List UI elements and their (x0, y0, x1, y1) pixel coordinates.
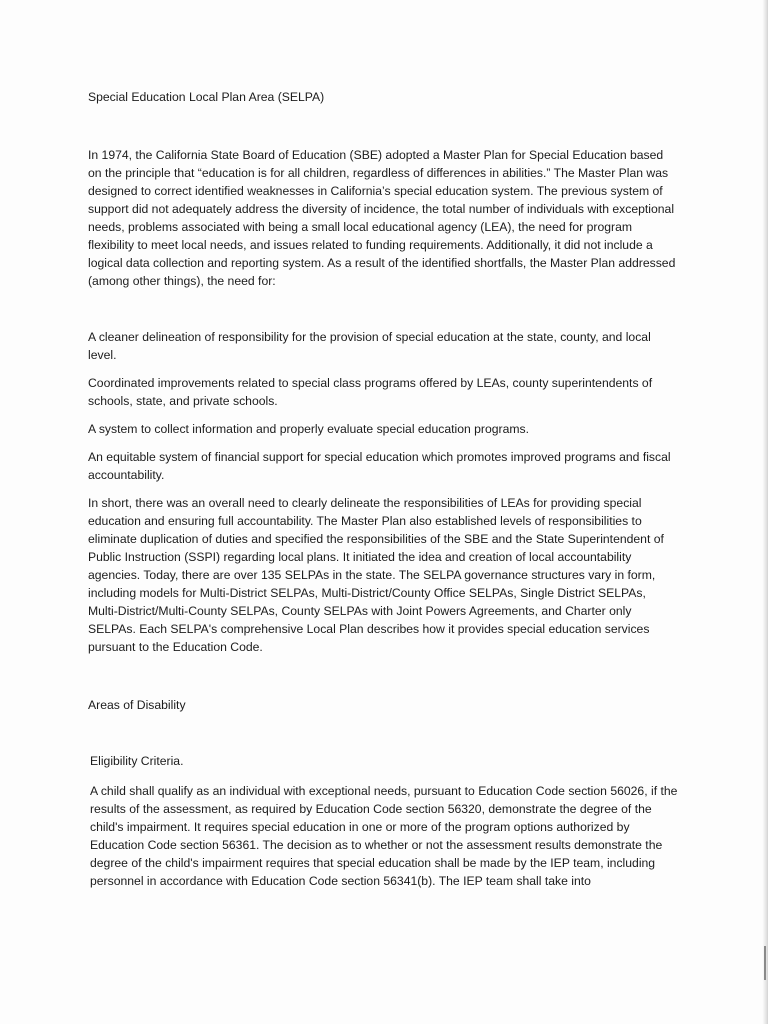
need-item: Coordinated improvements related to special class programs offered by LEAs, county superintendents of schools, state, and private schools. (88, 376, 653, 408)
document-title: Special Education Local Plan Area (SELPA) (88, 90, 325, 104)
need-item: A system to collect information and properly evaluate special education programs. (88, 422, 530, 436)
need-item: A cleaner delineation of responsibility for the provision of special education at the state, county, and local level. (88, 330, 651, 362)
intro-paragraph: In 1974, the California State Board of Education (SBE) adopted a Master Plan for Special Education based on the principle that “education is for all children, regardless of differences in abilities.” The Master Plan was designed to correct identified weaknesses in California’s special education system. The previous system of support did not adequately address the diversity of incidence, the total number of individuals with exceptional needs, problems associated with being a small local educational agency (LEA), the need for program flexibility to meet local needs, and issues related to funding requirements. Additionally, it did not include a logical data collection and reporting system. As a result of the identified shortfalls, the Master Plan addressed (among other things), the need for: (88, 148, 676, 288)
subsection-title: Eligibility Criteria. (90, 754, 184, 768)
section-title: Areas of Disability (88, 698, 186, 712)
page-edge-mark (764, 946, 766, 980)
need-item: An equitable system of financial support for special education which promotes improved programs and fiscal accountability. (88, 450, 671, 482)
criteria-paragraph: A child shall qualify as an individual with exceptional needs, pursuant to Education Code section 56026, if the results of the assessment, as required by Education Code section 56320, demonstrate the degree of the child's impairment. It requires special education in one or more of the program options authorized by Education Code section 56361. The decision as to whether or not the assessment results demonstrate the degree of the child's impairment requires that special education shall be made by the IEP team, including personnel in accordance with Education Code section 56341(b). The IEP team shall take into (90, 784, 678, 888)
document-body (88, 88, 678, 890)
summary-paragraph: In short, there was an overall need to clearly delineate the responsibilities of LEAs for providing special education and ensuring full accountability. The Master Plan also established levels of responsibilities to eliminate duplication of duties and specified the responsibilities of the SBE and the State Superintendent of Public Instruction (SSPI) regarding local plans. It initiated the idea and creation of local accountability agencies. Today, there are over 135 SELPAs in the state. The SELPA governance structures vary in form, including models for Multi-District SELPAs, Multi-District/County Office SELPAs, Single District SELPAs, Multi-District/Multi-County SELPAs, County SELPAs with Joint Powers Agreements, and Charter only SELPAs. Each SELPA's comprehensive Local Plan describes how it provides special education services pursuant to the Education Code. (88, 496, 664, 654)
needs-list (88, 328, 678, 484)
page-edge (762, 0, 768, 1024)
